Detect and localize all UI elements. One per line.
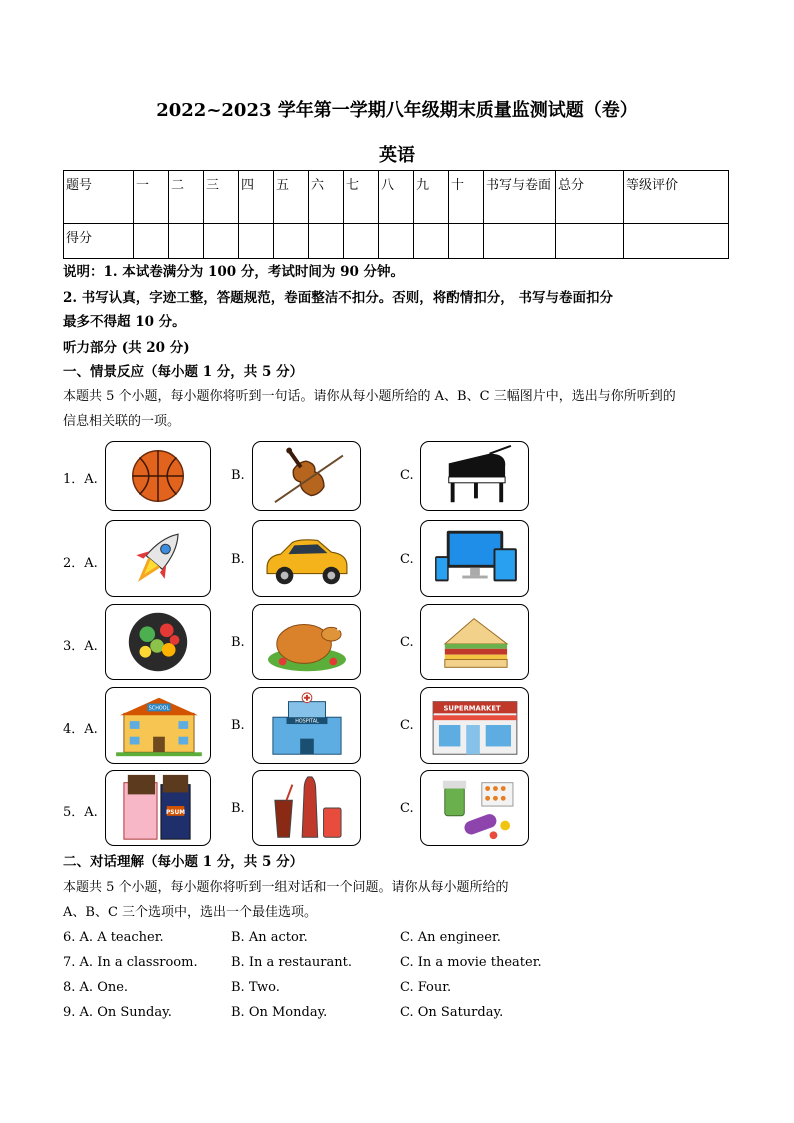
- score-input-cell[interactable]: [274, 224, 309, 259]
- option-picture-1c[interactable]: [420, 441, 529, 511]
- q7-option-a[interactable]: 7. A. In a classroom.: [63, 955, 198, 970]
- score-table-header-row: [64, 171, 729, 224]
- score-input-cell[interactable]: [309, 224, 344, 259]
- supermarket-sign-text: SUPERMARKET: [443, 704, 501, 713]
- option-picture-4a[interactable]: [105, 687, 211, 764]
- option-picture-4b[interactable]: [252, 687, 361, 764]
- score-input-cell[interactable]: [484, 224, 556, 259]
- table-cell: 八: [379, 171, 414, 224]
- subject-title: 英语: [379, 145, 415, 166]
- score-input-cell[interactable]: [624, 224, 729, 259]
- score-input-cell[interactable]: [169, 224, 204, 259]
- chocolate-bars-icon: [106, 771, 210, 845]
- q1-label-a: 1．A.: [63, 472, 98, 487]
- q2-label-c: C.: [400, 552, 414, 567]
- section1-instructions-2: 信息相关联的一项。: [63, 414, 181, 429]
- sandwich-icon: [421, 605, 528, 679]
- option-picture-5b[interactable]: [252, 770, 361, 846]
- option-picture-3a[interactable]: [105, 604, 211, 680]
- q3-label-b: B.: [231, 635, 245, 650]
- q6-option-a[interactable]: 6. A. A teacher.: [63, 930, 164, 945]
- section1-instructions-1: 本题共 5 个小题，每小题你将听到一句话。请你从每小题所给的 A、B、C 三幅图片中，选出与你所听到的: [63, 389, 676, 404]
- drinks-icon: [253, 771, 360, 845]
- q4-label-a: 4．A.: [63, 722, 98, 737]
- option-picture-2b[interactable]: [252, 520, 361, 597]
- table-cell: 题号: [64, 171, 134, 224]
- score-input-cell[interactable]: [449, 224, 484, 259]
- q5-label-a: 5．A.: [63, 805, 98, 820]
- score-input-cell[interactable]: [204, 224, 239, 259]
- q9-option-b[interactable]: B. On Monday.: [231, 1005, 328, 1020]
- q1-label-b: B.: [231, 468, 245, 483]
- table-cell: 三: [204, 171, 239, 224]
- table-cell: 等级评价: [624, 171, 729, 224]
- school-sign-text: SCHOOL: [148, 705, 170, 712]
- section1-heading: 一、情景反应（每小题 1 分，共 5 分）: [63, 364, 304, 380]
- piano-icon: [421, 442, 528, 510]
- hospital-building-icon: [253, 688, 360, 763]
- q5-label-c: C.: [400, 801, 414, 816]
- note-line-3: 最多不得超 10 分。: [63, 314, 186, 330]
- note-line-1: 说明：1. 本试卷满分为 100 分，考试时间为 90 分钟。: [63, 264, 405, 280]
- basketball-icon: [106, 442, 210, 510]
- option-picture-2c[interactable]: [420, 520, 529, 597]
- car-icon: [253, 521, 360, 596]
- q4-label-c: C.: [400, 718, 414, 733]
- option-picture-3b[interactable]: [252, 604, 361, 680]
- option-picture-5a[interactable]: [105, 770, 211, 846]
- hospital-sign-text: HOSPITAL: [295, 718, 319, 725]
- exam-title: 2022~2023 学年第一学期八年级期末质量监测试题（卷）: [156, 100, 638, 121]
- table-cell: 七: [344, 171, 379, 224]
- score-input-cell[interactable]: [134, 224, 169, 259]
- q3-label-c: C.: [400, 635, 414, 650]
- section2-heading: 二、对话理解（每小题 1 分，共 5 分）: [63, 854, 304, 870]
- section2-instructions-1: 本题共 5 个小题，每小题你将听到一组对话和一个问题。请你从每小题所给的: [63, 880, 509, 895]
- table-cell: 一: [134, 171, 169, 224]
- table-cell: 十: [449, 171, 484, 224]
- score-input-cell[interactable]: [379, 224, 414, 259]
- option-picture-3c[interactable]: [420, 604, 529, 680]
- option-picture-2a[interactable]: [105, 520, 211, 597]
- school-building-icon: [106, 688, 210, 763]
- table-cell: 九: [414, 171, 449, 224]
- q7-option-c[interactable]: C. In a movie theater.: [400, 955, 542, 970]
- q2-label-a: 2．A.: [63, 556, 98, 571]
- score-table: [63, 170, 729, 259]
- q4-label-b: B.: [231, 718, 245, 733]
- option-picture-1b[interactable]: [252, 441, 361, 511]
- note-line-2: 2. 书写认真，字迹工整，答题规范，卷面整洁不扣分。否则，将酌情扣分， 书写与卷面扣分: [63, 290, 613, 306]
- q8-option-b[interactable]: B. Two.: [231, 980, 280, 995]
- table-cell: 得分: [64, 224, 134, 259]
- q9-option-a[interactable]: 9. A. On Sunday.: [63, 1005, 172, 1020]
- q1-label-c: C.: [400, 468, 414, 483]
- q8-option-c[interactable]: C. Four.: [400, 980, 452, 995]
- score-input-cell[interactable]: [239, 224, 274, 259]
- q8-option-a[interactable]: 8. A. One.: [63, 980, 129, 995]
- q6-option-b[interactable]: B. An actor.: [231, 930, 308, 945]
- violin-icon: [253, 442, 360, 510]
- q2-label-b: B.: [231, 552, 245, 567]
- option-picture-4c[interactable]: [420, 687, 529, 764]
- q3-label-a: 3．A.: [63, 639, 98, 654]
- computer-tablet-phone-icon: [421, 521, 528, 596]
- score-input-cell[interactable]: [556, 224, 624, 259]
- table-cell: 四: [239, 171, 274, 224]
- chocolate-label-text: PSUM: [166, 809, 186, 816]
- section2-instructions-2: A、B、C 三个选项中，选出一个最佳选项。: [63, 905, 318, 920]
- supermarket-building-icon: [421, 688, 528, 763]
- q6-option-c[interactable]: C. An engineer.: [400, 930, 501, 945]
- table-cell: 书写与卷面: [484, 171, 556, 224]
- option-picture-1a[interactable]: [105, 441, 211, 511]
- medicine-icon: [421, 771, 528, 845]
- score-input-cell[interactable]: [344, 224, 379, 259]
- rocket-icon: [106, 521, 210, 596]
- roast-chicken-icon: [253, 605, 360, 679]
- option-picture-5c[interactable]: [420, 770, 529, 846]
- table-cell: 六: [309, 171, 344, 224]
- table-cell: 五: [274, 171, 309, 224]
- q9-option-c[interactable]: C. On Saturday.: [400, 1005, 504, 1020]
- listening-heading: 听力部分 (共 20 分): [63, 340, 190, 356]
- score-input-cell[interactable]: [414, 224, 449, 259]
- salad-plate-icon: [106, 605, 210, 679]
- table-cell: 总分: [556, 171, 624, 224]
- table-cell: 二: [169, 171, 204, 224]
- q5-label-b: B.: [231, 801, 245, 816]
- score-table-score-row: [64, 224, 729, 259]
- q7-option-b[interactable]: B. In a restaurant.: [231, 955, 352, 970]
